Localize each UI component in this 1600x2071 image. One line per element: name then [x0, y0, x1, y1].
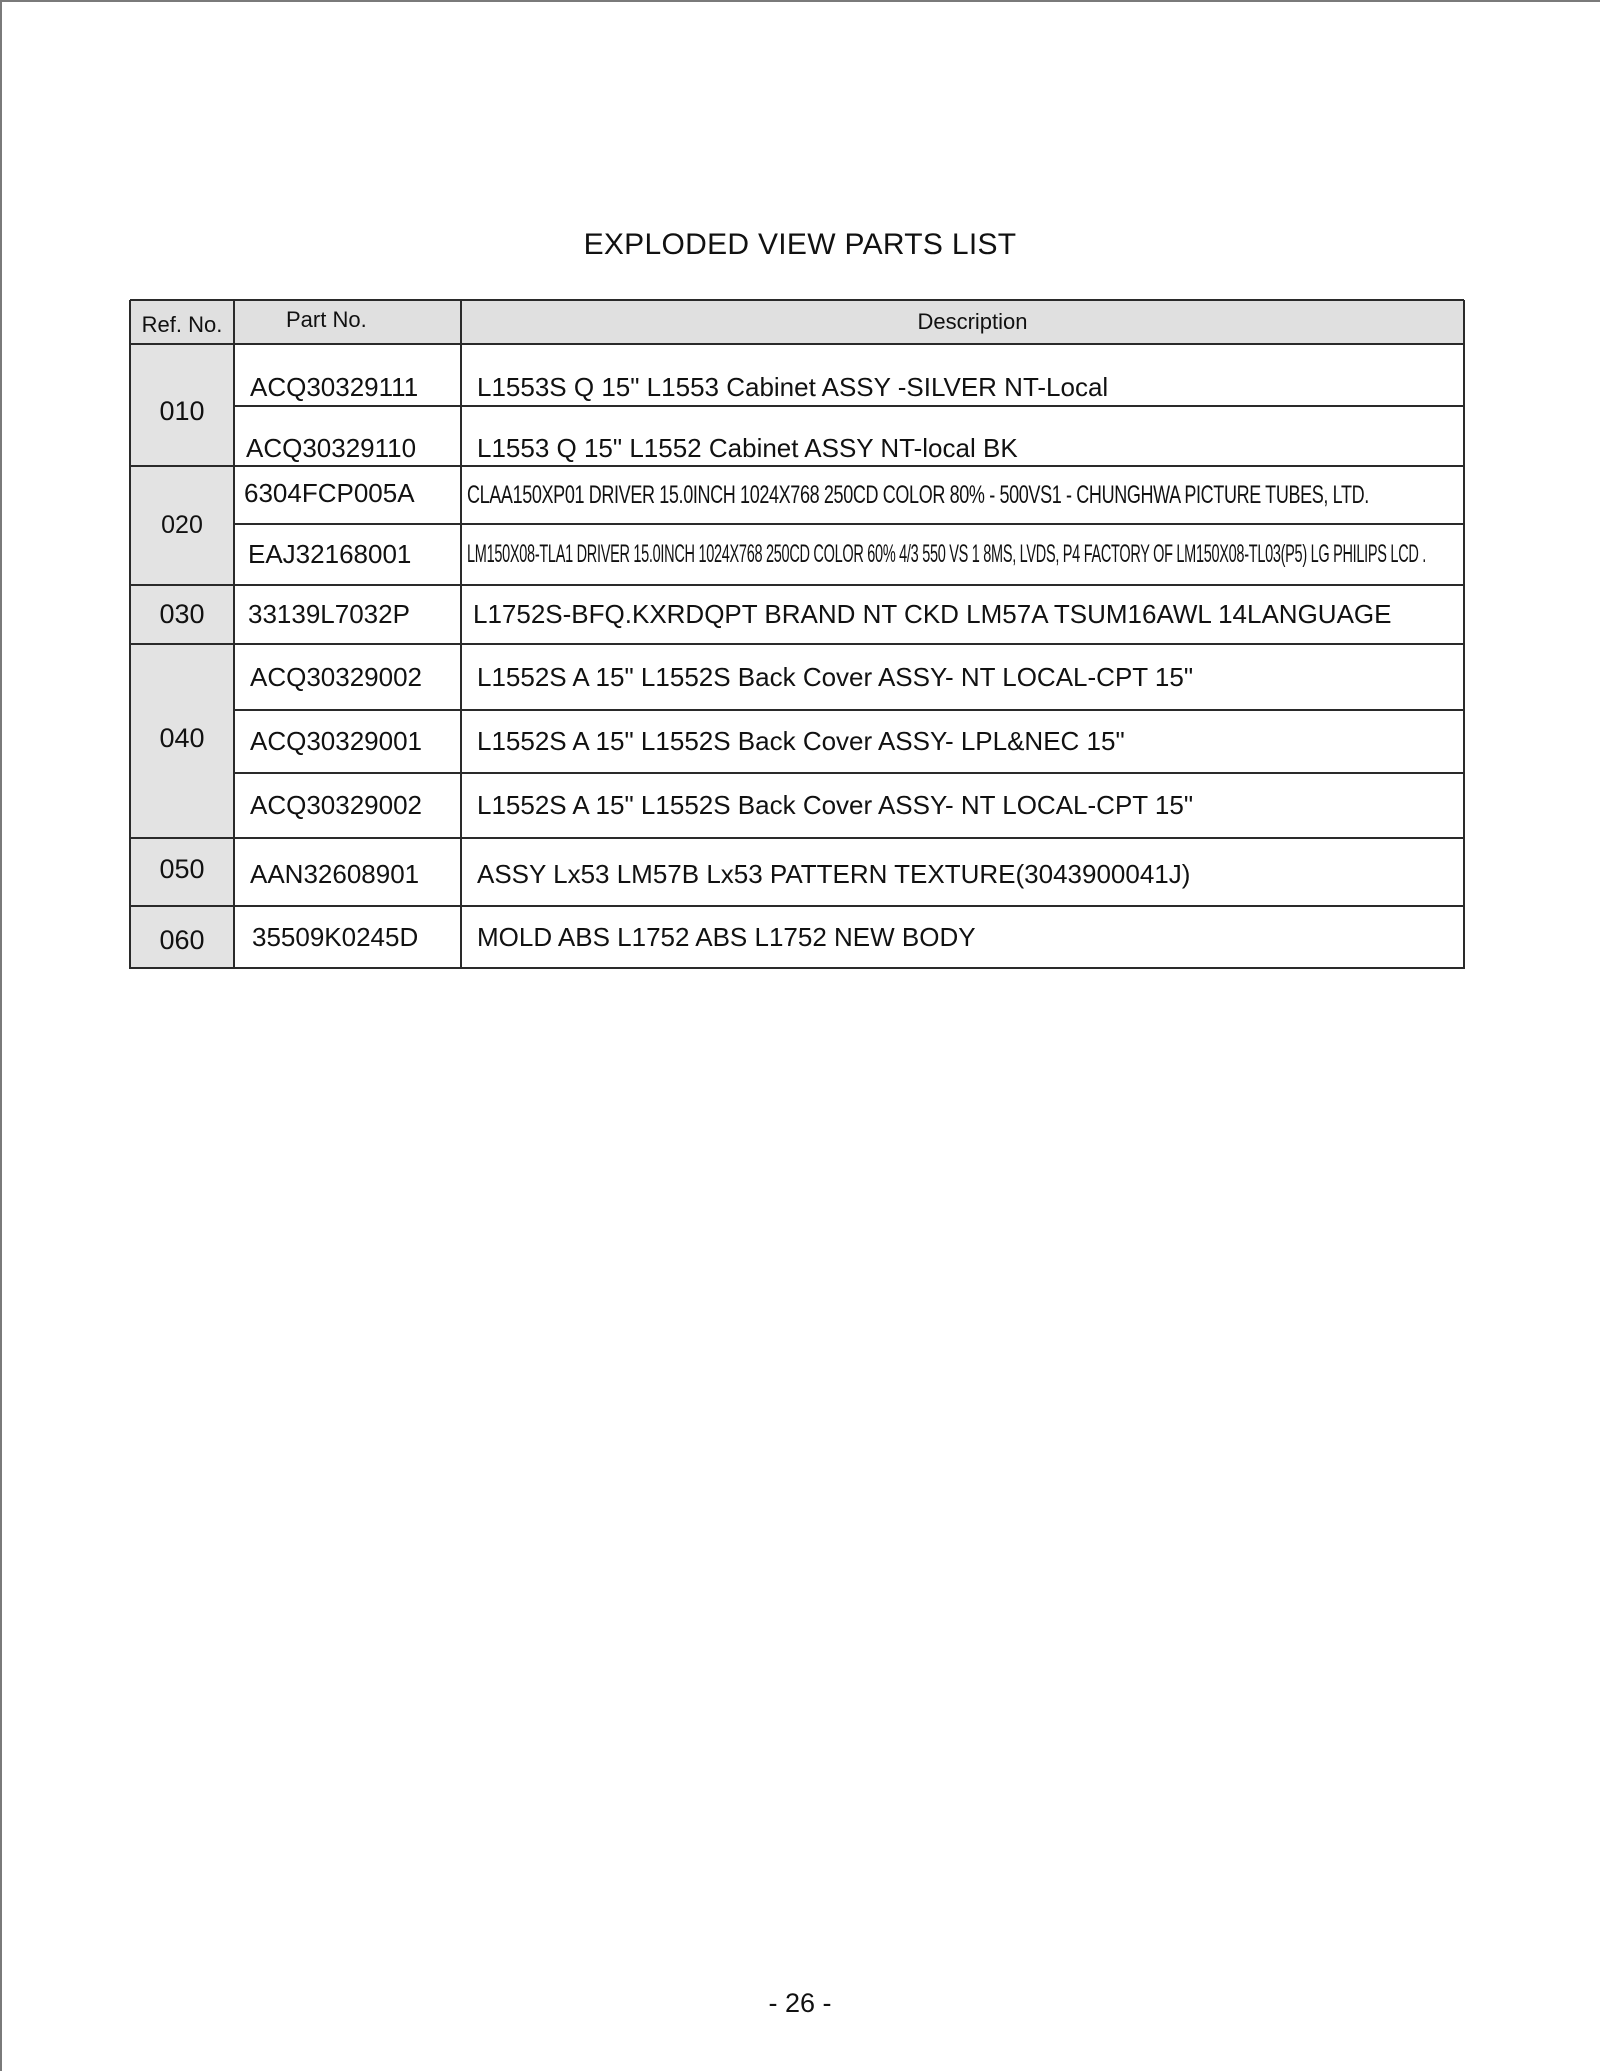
description: L1553S Q 15" L1553 Cabinet ASSY -SILVER NT-Local — [477, 371, 1109, 402]
part-no: 6304FCP005A — [244, 477, 415, 508]
ref-no: 060 — [159, 924, 205, 955]
description: L1752S-BFQ.KXRDQPT BRAND NT CKD LM57A TSUM16AWL 14LANGUAGE — [473, 599, 1392, 629]
group-divider — [130, 584, 1464, 586]
col-divider-part — [460, 300, 462, 968]
description-cell — [461, 644, 1464, 710]
description: L1552S A 15" L1552S Back Cover ASSY- NT LOCAL-CPT 15" — [477, 661, 1194, 692]
header-description — [461, 300, 1464, 344]
description-cell — [461, 406, 1464, 466]
description-cell — [461, 466, 1464, 524]
ref-no: 030 — [159, 599, 205, 629]
page-border-left — [0, 0, 2, 2071]
ref-cell-020 — [130, 466, 234, 585]
ref-cell-010 — [130, 344, 234, 466]
description-cell — [461, 838, 1464, 906]
page-border-top — [0, 0, 1600, 2]
row-divider — [234, 405, 1464, 407]
header-part-no-label: Part No. — [286, 307, 367, 332]
header-divider — [130, 343, 1464, 345]
part-no-cell — [234, 344, 461, 406]
part-no: ACQ30329002 — [250, 661, 423, 692]
part-no-cell — [234, 773, 461, 838]
description: CLAA150XP01 DRIVER 15.0INCH 1024X768 250CD COLOR 80% - 500VS1 - CHUNGHWA PICTURE TUBES, LTD. — [467, 480, 1369, 509]
ref-cell-060 — [130, 906, 234, 968]
col-divider-ref — [233, 300, 235, 968]
description: L1553 Q 15" L1552 Cabinet ASSY NT-local BK — [477, 432, 1018, 463]
header-description-label: Description — [917, 309, 1028, 334]
part-no: AAN32608901 — [250, 858, 420, 889]
table-border-right — [1463, 300, 1465, 969]
row-divider — [234, 772, 1464, 774]
group-divider — [130, 465, 1464, 467]
part-no-cell — [234, 906, 461, 968]
group-divider — [130, 905, 1464, 907]
ref-cell-050 — [130, 838, 234, 906]
description-cell — [461, 524, 1464, 585]
ref-cell-030 — [130, 585, 234, 644]
ref-no: 040 — [159, 722, 205, 753]
description-cell — [461, 344, 1464, 406]
description: L1552S A 15" L1552S Back Cover ASSY- LPL&NEC 15" — [477, 726, 1125, 756]
description: MOLD ABS L1752 ABS L1752 NEW BODY — [477, 921, 976, 952]
description-cell — [461, 906, 1464, 968]
table-border-left — [129, 300, 131, 969]
part-no: EAJ32168001 — [248, 539, 412, 569]
header-ref-no-label: Ref. No. — [141, 312, 223, 337]
ref-cell-040 — [130, 644, 234, 838]
ref-no: 020 — [161, 511, 203, 539]
ref-no: 050 — [159, 853, 205, 884]
part-no-cell — [234, 524, 461, 585]
header-ref-no — [130, 300, 234, 344]
description-cell — [461, 585, 1464, 644]
part-no-cell — [234, 406, 461, 466]
table-border-top — [130, 299, 1464, 301]
page-number: - 26 - — [768, 1988, 832, 2018]
part-no: ACQ30329111 — [250, 371, 419, 402]
description: LM150X08-TLA1 DRIVER 15.0INCH 1024X768 250CD COLOR 60% 4/3 550 VS 1 8MS, LVDS, P4 FACTORY OF LM150X08-TL03(P5) LG PHILIPS LCD . — [467, 540, 1427, 568]
part-no: 35509K0245D — [252, 921, 419, 952]
description-cell — [461, 773, 1464, 838]
part-no: ACQ30329110 — [246, 432, 417, 463]
part-no: ACQ30329002 — [250, 790, 423, 820]
group-divider — [130, 837, 1464, 839]
description-cell — [461, 710, 1464, 773]
description: ASSY Lx53 LM57B Lx53 PATTERN TEXTURE(3043900041J) — [477, 858, 1191, 889]
header-part-no — [234, 300, 461, 344]
row-divider — [234, 709, 1464, 711]
row-divider — [234, 523, 1464, 525]
part-no-cell — [234, 710, 461, 773]
ref-no: 010 — [159, 395, 205, 426]
description: L1552S A 15" L1552S Back Cover ASSY- NT LOCAL-CPT 15" — [477, 790, 1194, 820]
part-no-cell — [234, 466, 461, 524]
page-title: EXPLODED VIEW PARTS LIST — [583, 228, 1017, 261]
part-no-cell — [234, 838, 461, 906]
part-no-cell — [234, 585, 461, 644]
table-border-bottom — [130, 967, 1464, 969]
group-divider — [130, 643, 1464, 645]
part-no-cell — [234, 644, 461, 710]
part-no: 33139L7032P — [248, 599, 410, 629]
parts-table — [130, 300, 1464, 968]
part-no: ACQ30329001 — [250, 726, 423, 756]
